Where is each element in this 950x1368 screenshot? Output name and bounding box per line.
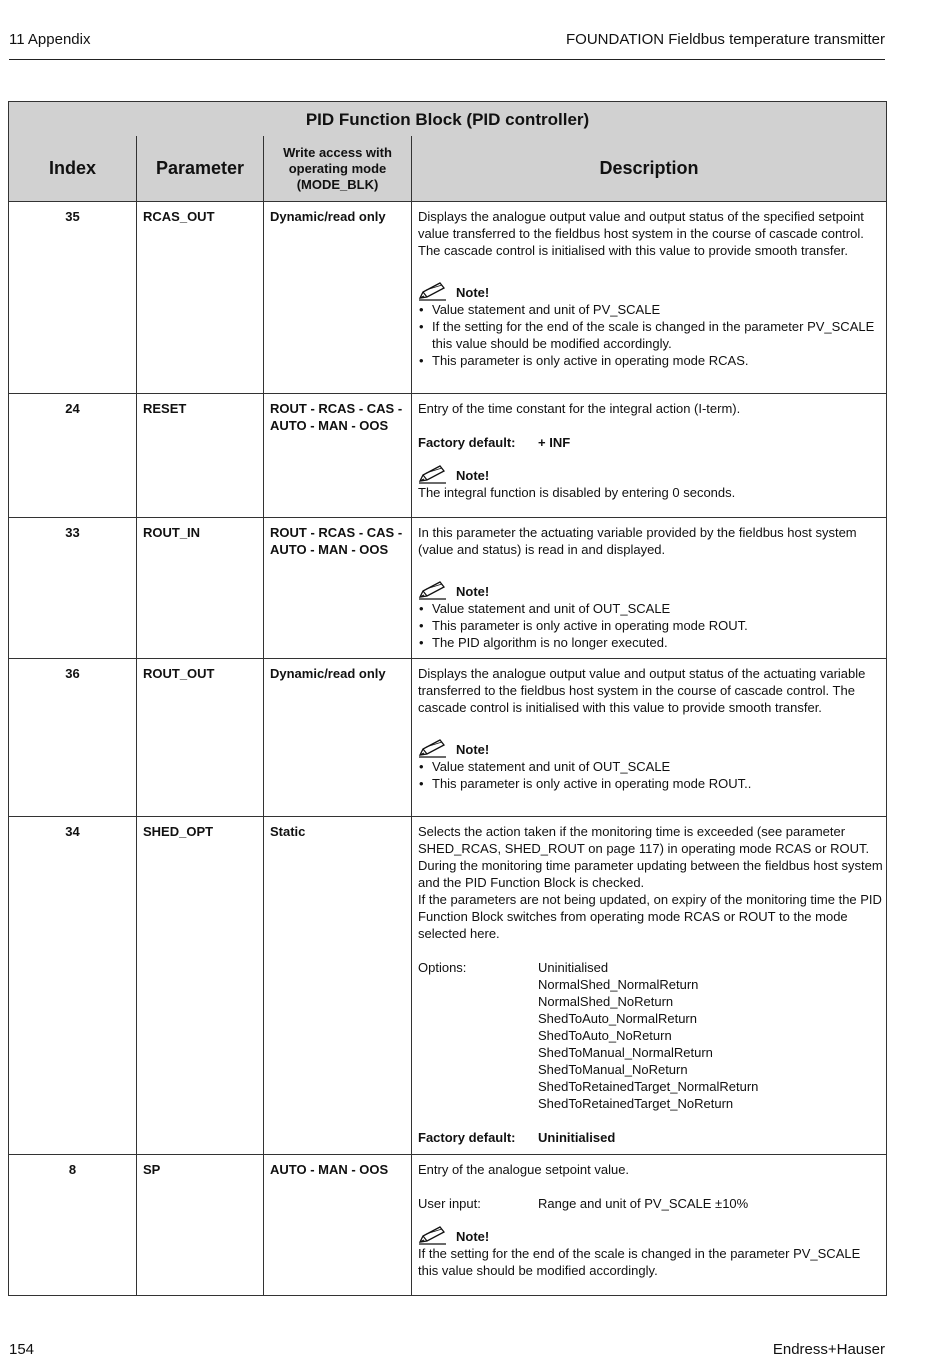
factory-default-value: Uninitialised <box>538 1130 616 1145</box>
pencil-note-icon <box>418 580 448 600</box>
row-description <box>412 394 887 518</box>
row-index: 36 <box>9 659 137 817</box>
row-index: 24 <box>9 394 137 518</box>
list-item: NormalShed_NormalReturn <box>538 977 699 992</box>
description-text: Entry of the analogue setpoint value. <box>418 1162 630 1177</box>
list-item: ShedToManual_NoReturn <box>538 1062 688 1077</box>
document-title: FOUNDATION Fieldbus temperature transmitter <box>566 31 885 48</box>
list-item: • This parameter is only active in operating mode RCAS. <box>418 352 883 369</box>
row-index: 34 <box>9 817 137 1155</box>
table-row <box>9 394 887 518</box>
table-title: PID Function Block (PID controller) <box>9 102 887 137</box>
note-text: If the setting for the end of the scale is changed in the parameter PV_SCALE this value should be modified accordingly. <box>418 1246 861 1278</box>
note-label: Note! <box>456 1229 490 1244</box>
description-text: Displays the analogue output value and output status of the actuating variable transferred to the fieldbus host system in the course of cascade control. The cascade control is initialised with this value to provide smooth transfer. <box>418 666 866 715</box>
description-text: Displays the analogue output value and output status of the specified setpoint value transferred to the fieldbus host system in the course of cascade control. The cascade control is initialised with this value to provide smooth transfer. <box>418 209 864 258</box>
table-row <box>9 659 887 817</box>
pencil-note-icon <box>418 738 448 758</box>
note-label: Note! <box>456 285 490 300</box>
row-write-access: Dynamic/read only <box>264 202 412 394</box>
row-parameter: RESET <box>137 394 264 518</box>
note-heading <box>418 463 883 484</box>
row-parameter: ROUT_OUT <box>137 659 264 817</box>
table-row <box>9 518 887 659</box>
list-item: Uninitialised <box>538 960 609 975</box>
pencil-note-icon <box>418 1225 448 1245</box>
note-bullet-list <box>418 600 883 651</box>
pid-parameter-table <box>8 101 887 1296</box>
column-header-index: Index <box>9 136 137 202</box>
list-item: • Value statement and unit of PV_SCALE <box>418 301 883 318</box>
description-text: Selects the action taken if the monitoring time is exceeded (see parameter SHED_RCAS, SHED_ROUT on page 117) in operating mode RCAS or ROUT. During the monitoring time parameter updating between the fieldbus host system and the PID Function Block is checked. <box>418 824 883 890</box>
note-label: Note! <box>456 468 490 483</box>
list-item: • This parameter is only active in operating mode ROUT. <box>418 617 883 634</box>
row-write-access: ROUT - RCAS - CAS - AUTO - MAN - OOS <box>264 394 412 518</box>
user-input-value: Range and unit of PV_SCALE ±10% <box>538 1196 749 1211</box>
row-index: 35 <box>9 202 137 394</box>
row-parameter: RCAS_OUT <box>137 202 264 394</box>
brand-name: Endress+Hauser <box>772 1341 885 1358</box>
row-description <box>412 659 887 817</box>
list-item: NormalShed_NoReturn <box>538 994 674 1009</box>
note-text: The integral function is disabled by entering 0 seconds. <box>418 485 736 500</box>
section-label: 11 Appendix <box>9 31 91 48</box>
row-description <box>412 518 887 659</box>
list-item: ShedToRetainedTarget_NormalReturn <box>538 1079 759 1094</box>
page-footer <box>9 1341 885 1358</box>
row-description <box>412 202 887 394</box>
note-bullet-list <box>418 758 883 792</box>
row-write-access: Static <box>264 817 412 1155</box>
factory-default-label: Factory default: <box>418 435 516 450</box>
list-item: • This parameter is only active in operating mode ROUT.. <box>418 775 883 792</box>
note-heading <box>418 579 883 600</box>
pencil-note-icon <box>418 464 448 484</box>
user-input-label: User input: <box>418 1196 481 1211</box>
note-bullet-list <box>418 301 883 369</box>
row-parameter: ROUT_IN <box>137 518 264 659</box>
description-text: In this parameter the actuating variable provided by the fieldbus host system (value and status) is read in and displayed. <box>418 525 857 557</box>
row-description <box>412 817 887 1155</box>
factory-default <box>418 434 883 451</box>
factory-default-label: Factory default: <box>418 1130 516 1145</box>
list-item: ShedToRetainedTarget_NoReturn <box>538 1096 734 1111</box>
options-label: Options: <box>418 960 467 975</box>
list-item: • Value statement and unit of OUT_SCALE <box>418 758 883 775</box>
column-header-write-access: Write access with operating mode (MODE_BLK) <box>264 136 412 202</box>
row-write-access: Dynamic/read only <box>264 659 412 817</box>
list-item: ShedToAuto_NormalReturn <box>538 1011 697 1026</box>
list-item: • The PID algorithm is no longer executed. <box>418 634 883 651</box>
user-input <box>418 1195 883 1212</box>
page-number: 154 <box>9 1341 35 1358</box>
list-item: • Value statement and unit of OUT_SCALE <box>418 600 883 617</box>
row-index: 8 <box>9 1155 137 1296</box>
page-header <box>9 28 885 60</box>
column-header-description: Description <box>412 136 887 202</box>
row-index: 33 <box>9 518 137 659</box>
pencil-note-icon <box>418 281 448 301</box>
list-item: ShedToManual_NormalReturn <box>538 1045 713 1060</box>
list-item: • If the setting for the end of the scale is changed in the parameter PV_SCALE this value should be modified accordingly. <box>418 318 883 352</box>
options-list <box>418 959 883 1112</box>
description-text-continued: If the parameters are not being updated, on expiry of the monitoring time the PID Function Block switches from operating mode RCAS or ROUT to the mode selected here. <box>418 892 882 941</box>
row-description <box>412 1155 887 1296</box>
note-heading <box>418 1224 883 1245</box>
factory-default <box>418 1129 883 1146</box>
description-text: Entry of the time constant for the integral action (I-term). <box>418 401 741 416</box>
note-heading <box>418 737 883 758</box>
row-write-access: AUTO - MAN - OOS <box>264 1155 412 1296</box>
list-item: ShedToAuto_NoReturn <box>538 1028 672 1043</box>
column-header-parameter: Parameter <box>137 136 264 202</box>
note-label: Note! <box>456 584 490 599</box>
note-heading <box>418 280 883 301</box>
factory-default-value: + INF <box>538 435 571 450</box>
row-parameter: SHED_OPT <box>137 817 264 1155</box>
table-row <box>9 202 887 394</box>
row-write-access: ROUT - RCAS - CAS - AUTO - MAN - OOS <box>264 518 412 659</box>
table-row <box>9 817 887 1155</box>
row-parameter: SP <box>137 1155 264 1296</box>
table-row <box>9 1155 887 1296</box>
note-label: Note! <box>456 742 490 757</box>
